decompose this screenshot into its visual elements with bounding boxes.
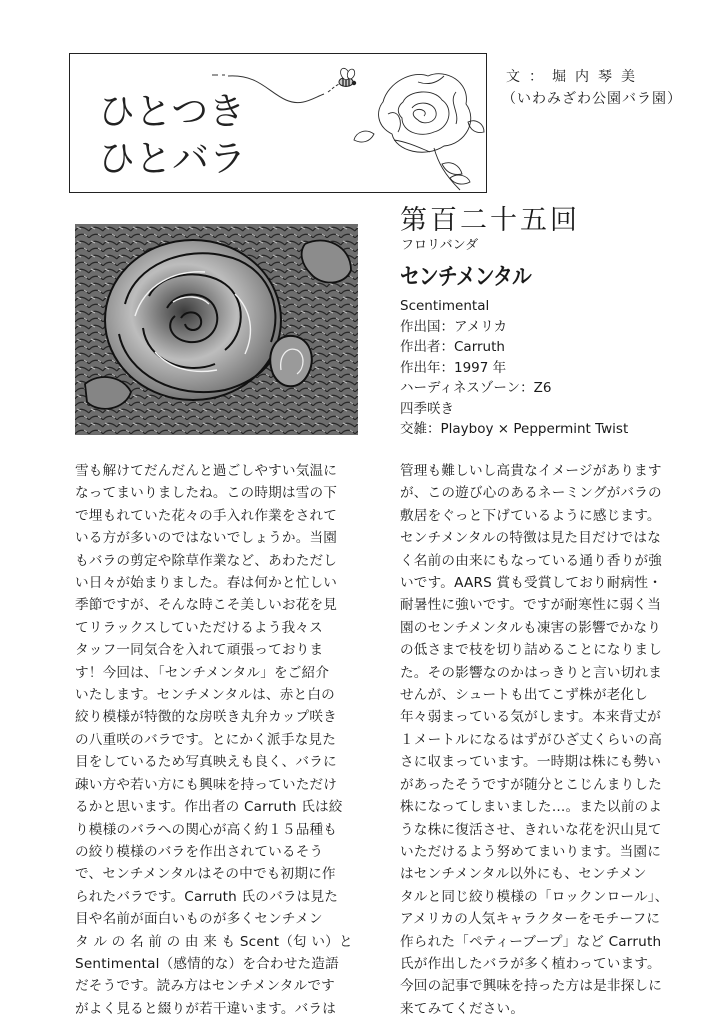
body-line: １メートルになるはずがひざ丈くらいの高	[400, 731, 663, 748]
body-line: で、センチメンタルはその中でも初期に作	[75, 866, 336, 883]
body-line: 氏が作出したバラが多く植わっています。	[400, 955, 661, 972]
body-line: 雪も解けてだんだんと過ごしやすい気温に	[75, 463, 338, 479]
body-line: り模様のバラへの関心が高く約１５品種も	[75, 821, 338, 838]
body-line: い日々が始まりました。春は何かと忙しい	[75, 575, 338, 592]
body-line: 今回の記事で興味を持った方は是非探しに	[400, 978, 663, 995]
spec-parentage: 交雑：Playboy × Peppermint Twist	[400, 421, 629, 437]
body-line: 耐暑性に強いです。ですが耐寒性に弱く当	[400, 597, 661, 614]
author-credit	[502, 66, 702, 110]
body-line: もバラの剪定や除草作業など、あわただし	[75, 552, 338, 569]
body-line: す！今回は、「センチメンタル」をご紹介	[75, 664, 330, 681]
spec-country: 作出国：アメリカ	[400, 318, 508, 335]
body-line: 目や名前が面白いものが多くセンチメン	[75, 911, 323, 928]
rose-specs	[400, 296, 628, 440]
body-line: せんが、シュートも出てこず株が老化し	[400, 687, 649, 704]
body-line: タッフ一同気合を入れて頑張っておりま	[75, 642, 324, 659]
body-line: が、この遊び心のあるネーミングがバラの	[400, 485, 662, 502]
rose-bud	[270, 336, 312, 386]
body-line: さに収まっています。一時期は株にも勢い	[400, 754, 661, 771]
body-line: いる方が多いのではないでしょうか。当園	[75, 530, 338, 547]
body-line: 管理も難しいし高貴なイメージがあります	[400, 463, 662, 479]
main-rose-bloom	[105, 240, 281, 400]
bee-icon	[339, 67, 356, 87]
body-line: 季節ですが、そんな時こそ美しいお花を見	[75, 597, 338, 614]
body-line: タ ル の 名 前 の 由 来 も Scent（匂 い）と	[75, 933, 353, 950]
body-line: 作られた「ペティーブープ」など Carruth	[400, 933, 662, 950]
body-line: だそうです。読み方はセンチメンタルです	[75, 978, 335, 995]
body-line: るかと思います。作出者の Carruth 氏は絞	[75, 799, 343, 816]
body-line: で埋もれていた花々の手入れ作業をされて	[75, 507, 338, 524]
body-line: てリラックスしていただけるよう我々ス	[75, 619, 323, 636]
body-line: られたバラです。Carruth 氏のバラは見た	[75, 888, 339, 905]
body-line: いです。AARS 賞も受賞しており耐病性・	[400, 575, 662, 592]
body-line: アメリカの人気キャラクターをモチーフに	[400, 911, 661, 928]
rose-category: フロリバンダ	[401, 238, 479, 253]
body-line: いただけるよう努めてまいります。当園に	[400, 843, 661, 860]
body-line: た。その影響なのかはっきりと言い切れま	[400, 664, 663, 681]
body-line: の低さまで枝を切り詰めることになりまし	[400, 642, 663, 659]
body-line: いたします。センチメンタルは、赤と白の	[75, 687, 335, 704]
rose-and-bee-illustration	[198, 62, 487, 192]
spec-year: 作出年：1997 年	[400, 359, 507, 376]
episode-number: 第百二十五回	[400, 205, 580, 236]
spec-breeder: 作出者：Carruth	[400, 339, 505, 355]
body-line: 年々弱まっている気がします。本来背丈が	[400, 709, 661, 726]
spec-english-name: Scentimental	[400, 298, 490, 314]
body-line: センチメンタルの特徴は見た目だけではな	[400, 530, 661, 547]
body-line: 株になってしまいました…。また以前のよ	[400, 799, 663, 816]
rose-name: センチメンタル	[400, 264, 531, 290]
series-title-line-1: ひとつき	[98, 90, 246, 133]
series-title-line-2: ひとバラ	[98, 137, 246, 180]
spec-hardiness-zone: ハーディネスゾーン：Z6	[400, 380, 552, 396]
body-line: の絞り模様のバラを作出されているそう	[75, 843, 324, 860]
body-line: 敷居をぐっと下げているように感じます。	[400, 507, 661, 524]
series-title-box	[69, 53, 487, 193]
body-line: 絞り模様が特徴的な房咲き丸弁カップ咲き	[75, 709, 337, 726]
body-line: く名前の由来にもなっている通り香りが強	[400, 552, 663, 569]
body-line: はセンチメンタル以外にも、センチメン	[400, 866, 647, 883]
body-line: がよく見ると綴りが若干違います。バラは	[75, 1000, 336, 1017]
body-line: タルと同じ絞り模様の「ロックンロール」、	[400, 888, 669, 905]
author-affiliation: （いわみざわ公園バラ園）	[502, 91, 682, 107]
body-line: があったそうですが随分とこじんまりした	[400, 776, 662, 793]
body-column-left	[75, 460, 367, 1020]
body-line: うな株に復活させ、きれいな花を沢山見て	[400, 821, 662, 838]
author-name: 文：堀内琴美	[506, 69, 644, 85]
body-line: 園のセンチメンタルも凍害の影響でかなり	[400, 619, 661, 636]
body-line: なってまいりましたね。この時期は雪の下	[75, 485, 338, 502]
spec-bloom-habit: 四季咲き	[400, 400, 454, 417]
body-line: Sentimental（感情的な）を合わせた造語	[75, 955, 339, 972]
body-line: 疎い方や若い方にも興味を持っていただけ	[75, 776, 338, 793]
rose-photo	[75, 224, 358, 435]
body-line: の八重咲のバラです。とにかく派手な見た	[75, 731, 336, 748]
body-line: 目をしているため写真映えも良く、バラに	[75, 754, 337, 771]
body-line: 来てみてください。	[400, 1000, 525, 1017]
body-column-right	[400, 460, 694, 1020]
